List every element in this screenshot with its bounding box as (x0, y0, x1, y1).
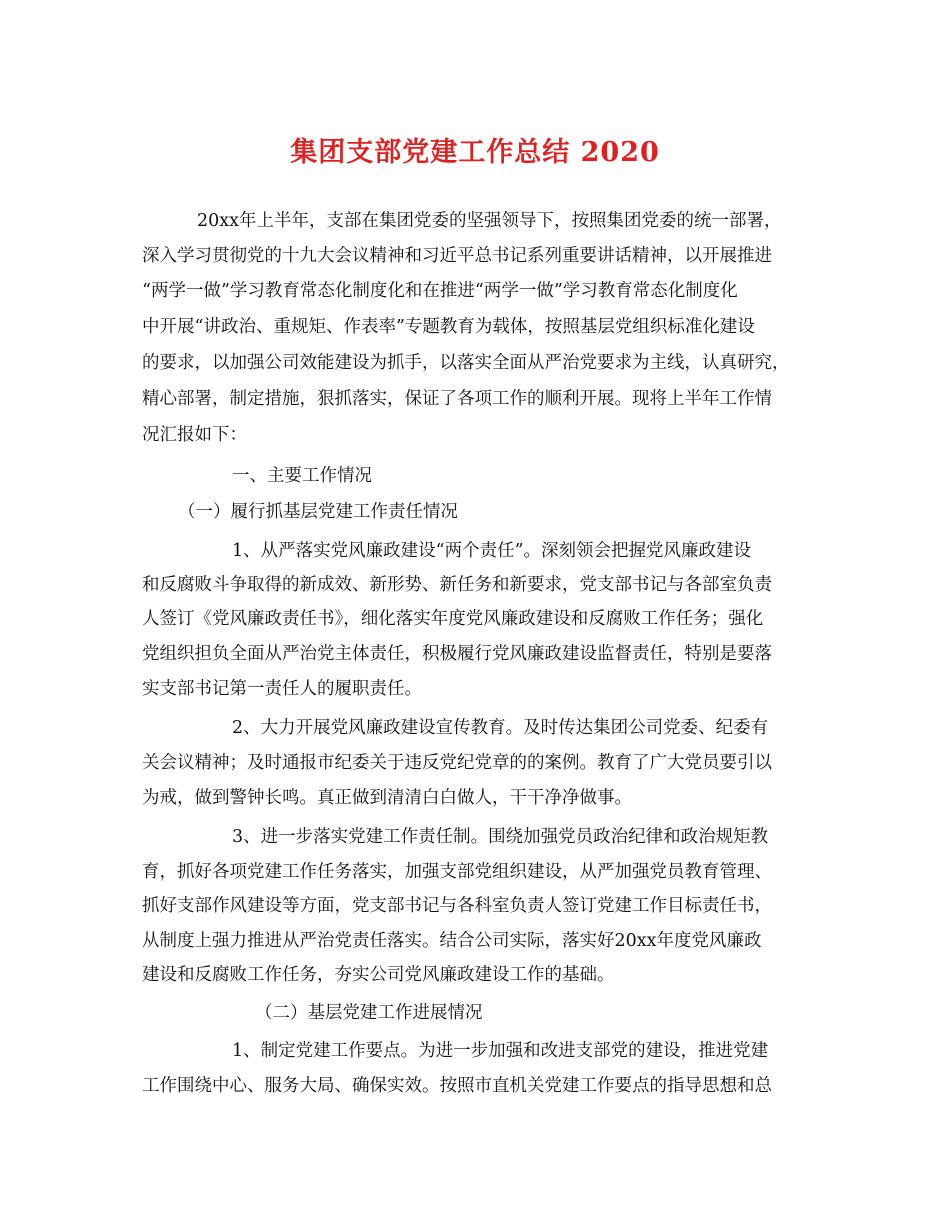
paragraph-line: 的要求，以加强公司效能建设为抓手，以落实全面从严治党要求为主线，认真研究， (142, 353, 790, 373)
subsection-heading: （二）基层党建工作进展情况 (255, 1003, 483, 1023)
paragraph-line: 人签订《党风廉政责任书》，细化落实年度党风廉政建设和反腐败工作任务；强化 (142, 609, 764, 629)
paragraph-line: 况汇报如下： (142, 425, 247, 445)
paragraph-line: 育，抓好各项党建工作任务落实，加强支部党组织建设，从严加强党员教育管理、 (142, 862, 772, 882)
paragraph-line: 抓好支部作风建设等方面，党支部书记与各科室负责人签订党建工作目标责任书， (142, 896, 772, 916)
paragraph-line: 工作围绕中心、服务大局、确保实效。按照市直机关党建工作要点的指导思想和总 (142, 1076, 772, 1096)
paragraph-line: 3、进一步落实党建工作责任制。围绕加强党员政治纪律和政治规矩教 (232, 827, 769, 847)
document-title: 集团支部党建工作总结 2020 (290, 137, 660, 168)
paragraph-line: 20xx年上半年，支部在集团党委的坚强领导下，按照集团党委的统一部署， (197, 211, 782, 231)
paragraph-line: 党组织担负全面从严治党主体责任，积极履行党风廉政建设监督责任，特别是要落 (142, 644, 772, 664)
paragraph-line: 从制度上强力推进从严治党责任落实。结合公司实际，落实好20xx年度党风廉政 (142, 931, 762, 951)
section-heading: 一、主要工作情况 (232, 466, 372, 486)
paragraph-line: “两学一做”学习教育常态化制度化和在推进“两学一做”学习教育常态化制度化 (142, 281, 738, 301)
paragraph-line: 为戒，做到警钟长鸣。真正做到清清白白做人，干干净净做事。 (142, 788, 632, 808)
paragraph-line: 深入学习贯彻党的十九大会议精神和习近平总书记系列重要讲话精神，以开展推进 (142, 246, 772, 266)
paragraph-line: 关会议精神；及时通报市纪委关于违反党纪党章的的案例。教育了广大党员要引以 (142, 753, 772, 773)
paragraph-line: 和反腐败斗争取得的新成效、新形势、新任务和新要求，党支部书记与各部室负责 (142, 575, 772, 595)
paragraph-line: 中开展“讲政治、重规矩、作表率”专题教育为载体，按照基层党组织标准化建设 (142, 317, 755, 337)
paragraph-line: 建设和反腐败工作任务，夯实公司党风廉政建设工作的基础。 (142, 965, 615, 985)
paragraph-line: 1、从严落实党风廉政建设“两个责任”。深刻领会把握党风廉政建设 (232, 541, 752, 561)
paragraph-line: 实支部书记第一责任人的履职责任。 (142, 679, 422, 699)
subsection-heading: （一）履行抓基层党建工作责任情况 (178, 502, 458, 522)
paragraph-line: 2、大力开展党风廉政建设宣传教育。及时传达集团公司党委、纪委有 (232, 718, 769, 738)
paragraph-line: 1、制定党建工作要点。为进一步加强和改进支部党的建设，推进党建 (232, 1041, 769, 1061)
paragraph-line: 精心部署，制定措施，狠抓落实，保证了各项工作的顺利开展。现将上半年工作情 (142, 389, 772, 409)
